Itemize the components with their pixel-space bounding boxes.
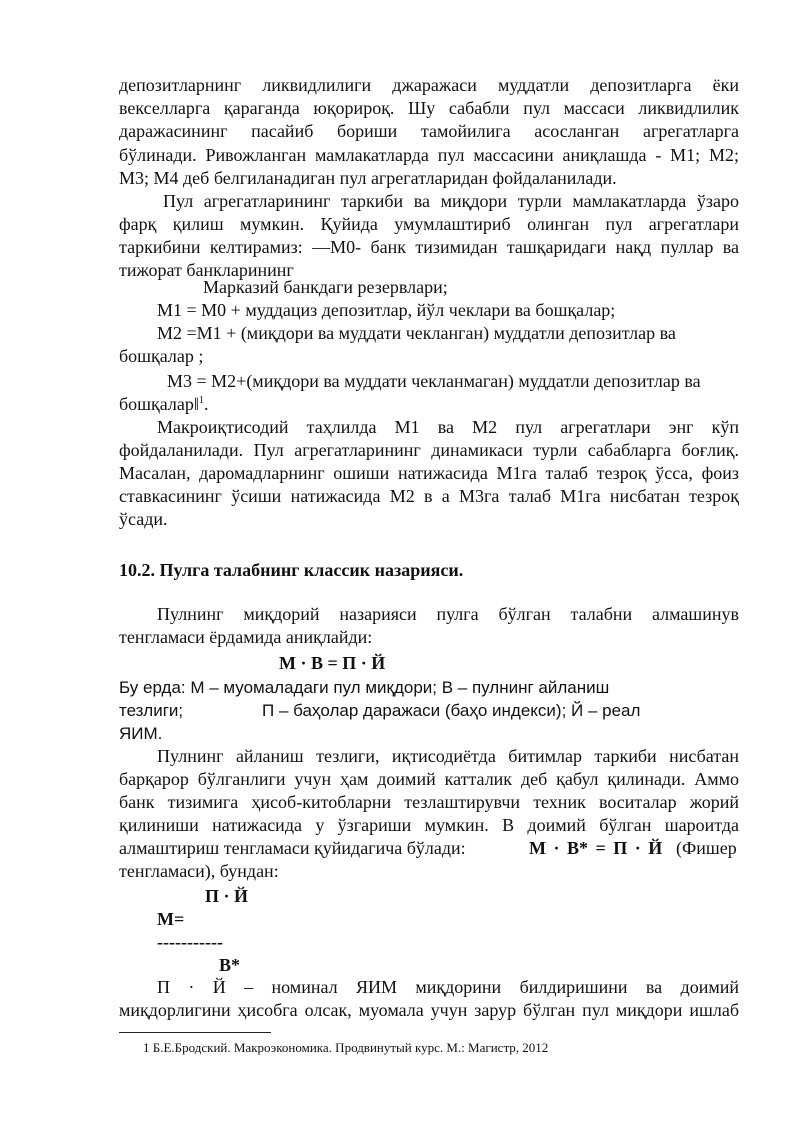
footnote: 1 Б.Е.Бродский. Макроэкономика. Продвинутый курс. М.: Магистр, 2012	[143, 1040, 549, 1055]
paragraph-4-line-2: тенгламаси ёрдамида аниқлайди:	[119, 627, 373, 647]
paragraph-3-line-3: Масалан, даромадларнинг ошиши натижасида М1га талаб тезроқ ўсса, фоиз	[119, 463, 739, 483]
paragraph-4-line-1: Пулнинг миқдорий назарияси пулга бўлган талабни алмашинув	[157, 604, 739, 624]
m3-definition: М3 = М2+(миқдори ва муддати чекланмаган) муддатли депозитлар ва	[167, 371, 701, 391]
paragraph-3-line-1: Макроиқтисодий таҳлилда М1 ва М2 пул агрегатлари энг кўп	[157, 417, 739, 437]
paragraph-1-line-1: депозитларнинг ликвидлилиги джаражаси муддатли депозитларга ёки	[119, 75, 739, 95]
section-heading: 10.2. Пулга талабнинг классик назарияси.	[119, 560, 464, 580]
paragraph-1-line-3: даражасининг пасайиб бориши тамойилига асосланган агрегатларга	[119, 121, 739, 141]
m3-continuation	[119, 393, 208, 416]
m1-definition: М1 = М0 + муддациз депозитлар, йўл чеклари ва бошқалар;	[157, 300, 616, 320]
fraction-lhs: М=	[157, 909, 185, 929]
paragraph-5-line-3: банк тизимига ҳисоб-китобларни тезлаштирувчи техник воситалар жорий	[119, 792, 739, 812]
m3-continuation-text: бошқалар‖	[119, 394, 199, 414]
fisher-equation: М · В* = П · Й	[529, 838, 663, 858]
footnote-separator	[119, 1032, 271, 1033]
m3-continuation-end: .	[203, 394, 209, 414]
footnote-reference[interactable]: 1	[198, 395, 204, 406]
paragraph-3-line-2: фойдаланилади. Пул агрегатларининг динамикаси турли сабабларга боғлиқ.	[119, 440, 739, 460]
exchange-equation: М · В = П · Й	[279, 653, 386, 673]
definitions-line-3: ЯИМ.	[119, 724, 163, 743]
paragraph-2-line-2: фарқ қилиш мумкин. Қуйида умумлаштириб олинган пул агрегатлари	[119, 214, 739, 234]
m2-continuation: бошқалар ;	[119, 346, 204, 366]
paragraph-5-line-1: Пулнинг айланиш тезлиги, иқтисодиётда битимлар таркиби нисбатан	[157, 746, 739, 766]
paragraph-6-line-2: миқдорлигини ҳисобга олсак, муомала учун зарур бўлган пул миқдори ишлаб	[119, 1000, 739, 1020]
paragraph-5-line-4: қилиниши натижасида у ўзгариши мумкин. В доимий бўлган шароитда	[119, 815, 739, 835]
paragraph-3-line-4: ставкасининг ўсиши натижасида М2 в а М3га талаб М1га нисбатан тезроқ	[119, 486, 739, 506]
paragraph-5-line-2: барқарор бўлганлиги учун ҳам доимий катталик деб қабул қилинади. Аммо	[119, 769, 739, 789]
m2-definition: М2 =М1 + (миқдори ва муддати чекланган) муддатли депозитлар ва	[157, 323, 676, 343]
definitions-line-2a: тезлиги;	[119, 701, 184, 720]
m0-continuation: Марказий банкдаги резервлари;	[203, 277, 448, 297]
paragraph-1-line-5: М3; М4 деб белгиланадиган пул агрегатларидан фойдаланилади.	[119, 168, 617, 188]
definitions-line-2b: П – баҳолар даражаси (баҳо индекси); Й – реал	[262, 701, 641, 720]
paragraph-5-line-5a: алмаштириш тенгламаси қуйидагича бўлади:	[119, 838, 466, 858]
paragraph-1-line-2: векселларга қараганда юқорироқ. Шу сабабли пул массаси ликвидлилик	[119, 98, 739, 118]
paragraph-2-line-4: тижорат банкларининг	[119, 260, 294, 280]
paragraph-3-line-5: ўсади.	[119, 509, 168, 529]
paragraph-5-line-6: тенгламаси), бундан:	[119, 861, 279, 881]
fraction-bar: -----------	[157, 932, 223, 952]
definitions-line-1: Бу ерда: М – муомаладаги пул миқдори; В – пулнинг айланиш	[119, 678, 610, 697]
paragraph-2-line-1: Пул агрегатларининг таркиби ва миқдори турли мамлакатларда ўзаро	[163, 191, 739, 211]
paragraph-2-line-3: таркибини келтирамиз: ―М0- банк тизимидан ташқаридаги нақд пуллар ва	[119, 237, 739, 257]
paragraph-1-line-4: бўлинади. Ривожланган мамлакатларда пул массасини аниқлашда - М1; М2;	[119, 145, 739, 165]
paragraph-6-line-1: П · Й – номинал ЯИМ миқдорини билдиришини ва доимий	[157, 977, 739, 997]
fraction-denominator: В*	[219, 955, 241, 975]
paragraph-5-line-5-tail: (Фишер	[676, 838, 737, 858]
fraction-numerator: П · Й	[205, 886, 249, 906]
